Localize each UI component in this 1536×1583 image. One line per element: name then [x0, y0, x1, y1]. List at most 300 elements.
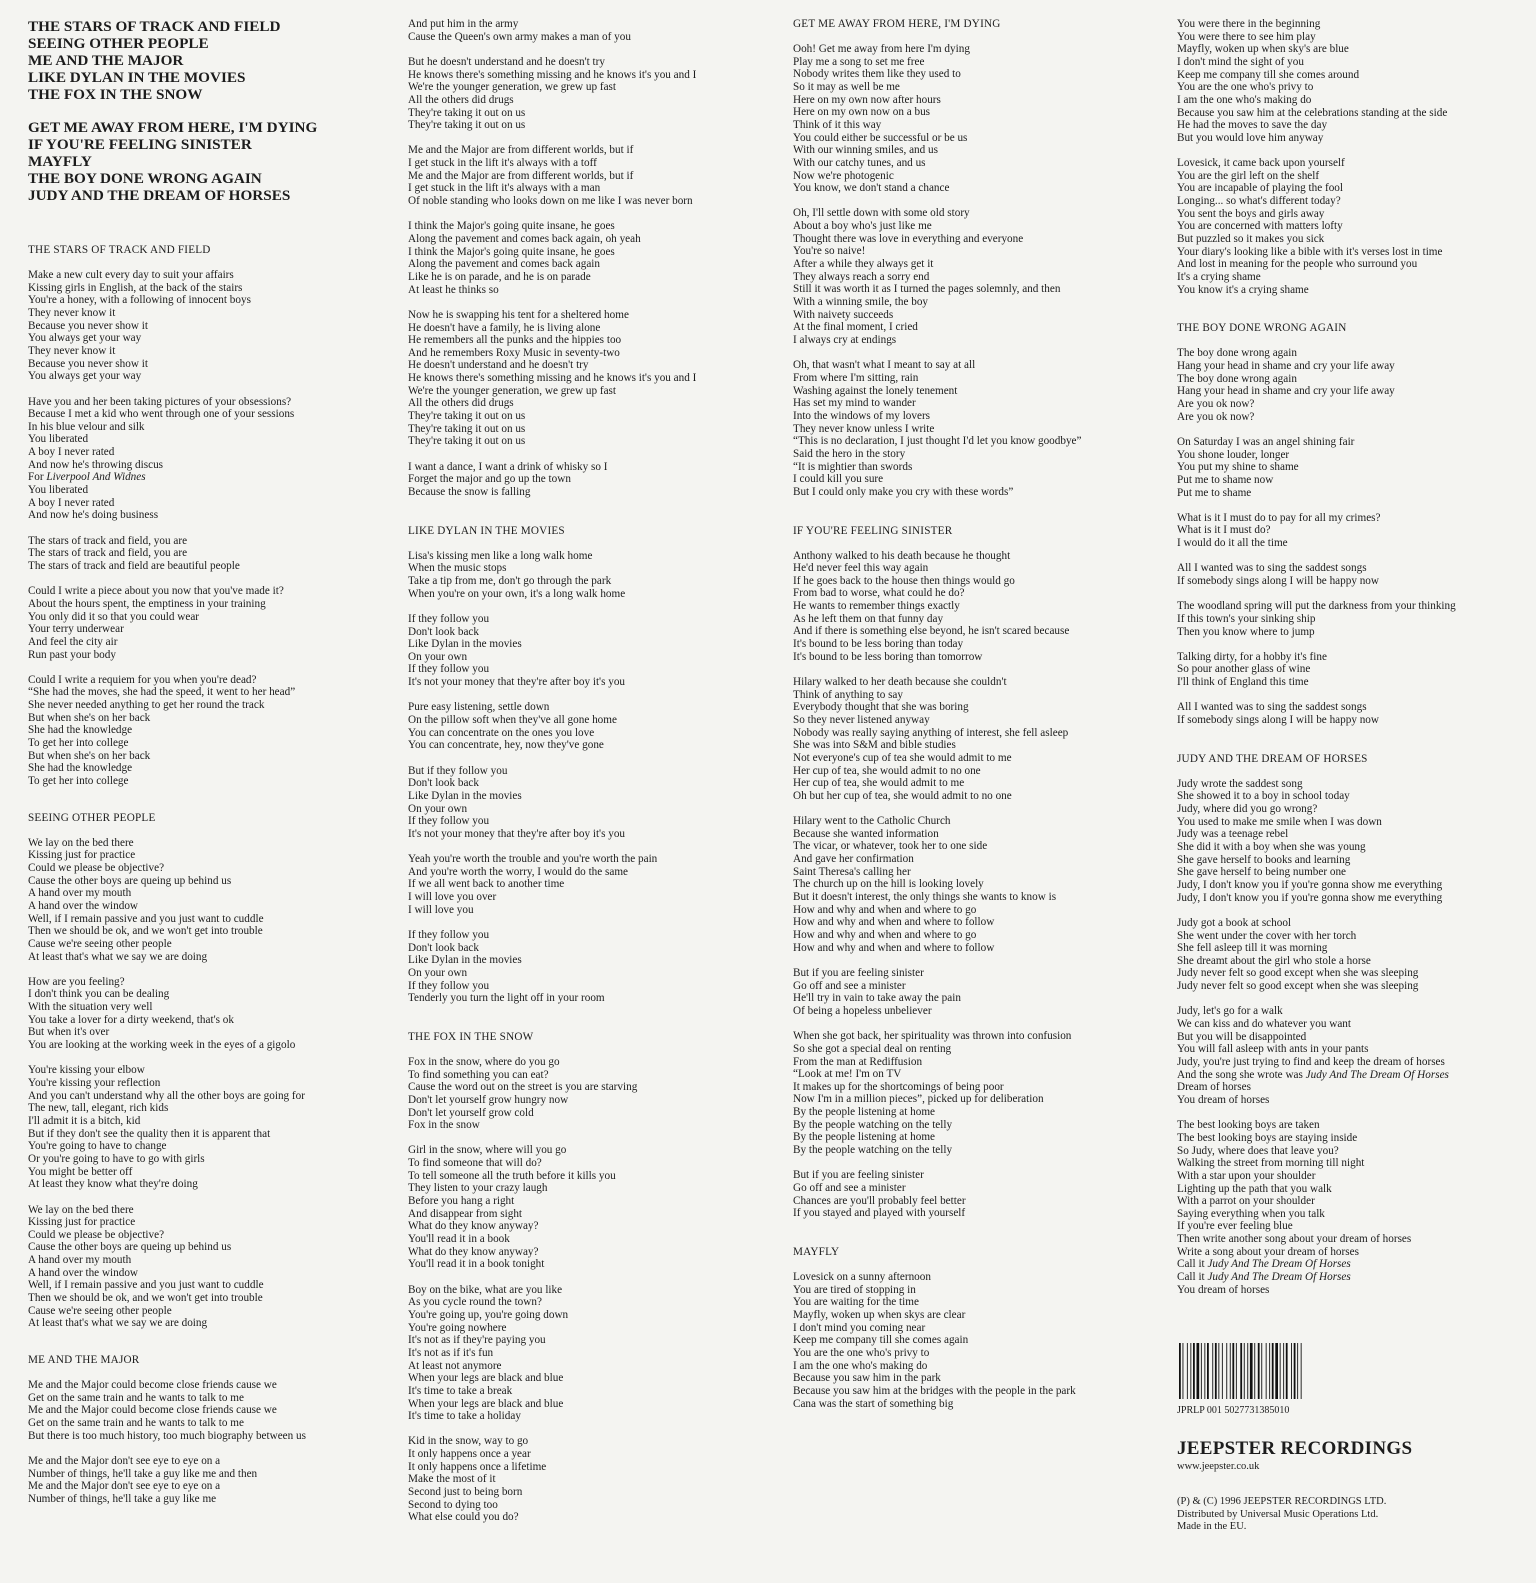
stanza: [408, 220, 696, 296]
lyric-line: Oh, that wasn't what I meant to say at all: [793, 359, 976, 372]
lyric-line: They never know unless I write: [793, 422, 935, 435]
lyric-line: I get stuck in the lift it's always with a toff: [408, 157, 597, 170]
stanza: [1177, 512, 1456, 550]
lyric-line: Number of things, he'll take a guy like me: [28, 1492, 217, 1505]
lyric-line: Washing against the lonely tenement: [793, 384, 958, 397]
stanza: [1177, 701, 1456, 726]
lyric-line: Me and the Major are from different worlds, but if: [408, 144, 634, 157]
lyric-line: Because you saw him in the park: [793, 1372, 941, 1385]
lyric-line: Along the pavement and comes back again, oh yeah: [408, 232, 641, 245]
lyric-line: The new, tall, elegant, rich kids: [28, 1102, 169, 1115]
lyric-line: Oh but her cup of tea, she would admit to no one: [793, 789, 1012, 802]
lyric-line: Hilary went to the Catholic Church: [793, 815, 951, 828]
song-lyrics: [408, 525, 696, 1005]
song-lyrics: [1177, 322, 1456, 726]
lyric-line: The best looking boys are taken: [1177, 1119, 1320, 1132]
lyric-line: Now I'm in a million pieces”, picked up for deliberation: [793, 1093, 1044, 1106]
lyric-line: If you're ever feeling blue: [1177, 1220, 1293, 1233]
lyric-line: Chances are you'll probably feel better: [793, 1194, 966, 1207]
lyric-line: You're kissing your elbow: [28, 1064, 145, 1077]
lyric-line: In his blue velour and silk: [28, 420, 145, 433]
lyric-line: Go off and see a minister: [793, 1182, 906, 1194]
song-title: ME AND THE MAJOR: [28, 1354, 140, 1367]
lyric-line: You are tired of stopping in: [793, 1283, 916, 1296]
lyric-line: Because you never show it: [28, 319, 148, 332]
lyric-line: A hand over the window: [28, 1266, 138, 1279]
lyric-line: If they follow you: [408, 979, 490, 992]
lyric-line: So she got a special deal on renting: [793, 1042, 952, 1055]
lyric-line: Dream of horses: [1177, 1081, 1251, 1094]
lyric-line: I get stuck in the lift it's always with a man: [408, 182, 601, 195]
stanza: [408, 550, 696, 601]
lyric-line: Judy never felt so good except when she was sleeping: [1177, 980, 1419, 993]
lyric-line: She went under the cover with her torch: [1177, 929, 1357, 942]
tracklist-side-b: [28, 119, 317, 204]
lyric-line: But I could only make you cry with these words”: [793, 485, 1014, 498]
lyric-line: You're kissing your reflection: [28, 1077, 161, 1089]
lyric-line: Still it was worth it as I turned the pages solemnly, and then: [793, 283, 1061, 296]
lyric-line: To find something you can eat?: [408, 1068, 549, 1081]
lyric-line: She fell asleep till it was morning: [1177, 942, 1328, 955]
lyric-line: Into the windows of my lovers: [793, 409, 931, 422]
lyric-line: What is it I must do to pay for all my crimes?: [1177, 511, 1381, 524]
lyric-line: Judy was a teenage rebel: [1177, 828, 1289, 841]
lyric-line: You're going nowhere: [408, 1321, 507, 1334]
stanza: [28, 837, 317, 964]
lyric-line: If somebody sings along I will be happy now: [1177, 714, 1379, 727]
stanza: [28, 269, 317, 383]
lyric-line: Kissing just for practice: [28, 849, 136, 862]
lyric-line: He doesn't understand and he doesn't try: [408, 359, 589, 372]
song-lyrics: [408, 18, 696, 499]
lyric-line: I don't mind the sight of you: [1177, 55, 1304, 68]
lyric-line: I don't think you can be dealing: [28, 988, 170, 1001]
lyric-line: The boy done wrong again: [1177, 372, 1297, 385]
stanza: [28, 1204, 317, 1331]
lyric-line: When your legs are black and blue: [408, 1397, 564, 1410]
lyric-line: And put him in the army: [408, 18, 519, 30]
lyric-line: Now he is swapping his tent for a sheltered home: [408, 308, 629, 321]
lyric-line: What do they know anyway?: [408, 1245, 539, 1258]
lyric-line: She never needed anything to get her round the track: [28, 699, 265, 712]
lyric-line: If somebody sings along I will be happy now: [1177, 575, 1379, 587]
catalog-number: JPRLP 001 5027731385010: [1177, 1405, 1290, 1416]
lyric-line: By the people listening at home: [793, 1106, 935, 1119]
lyric-line: Boy on the bike, what are you like: [408, 1283, 563, 1296]
lyric-line: We're the younger generation, we grew up fast: [408, 81, 617, 94]
lyric-line: Call it Judy And The Dream Of Horses: [1177, 1271, 1351, 1284]
track-title: THE STARS OF TRACK AND FIELD: [28, 18, 281, 35]
song-lyrics: [28, 1354, 317, 1506]
lyric-line: Like Dylan in the movies: [408, 954, 522, 967]
lyric-line: What else could you do?: [408, 1511, 519, 1524]
lyric-line: And now he's doing business: [28, 509, 159, 522]
stanza: [408, 1144, 696, 1271]
lyric-line: And feel the city air: [28, 635, 118, 648]
song-title: THE BOY DONE WRONG AGAIN: [1177, 322, 1347, 335]
song-title: LIKE DYLAN IN THE MOVIES: [408, 524, 565, 537]
song-title: MAYFLY: [793, 1245, 840, 1258]
lyric-line: Cause the word out on the street is you are starving: [408, 1081, 638, 1094]
lyric-line: So Judy, where does that leave you?: [1177, 1144, 1339, 1157]
lyric-line: You liberated: [28, 433, 89, 446]
lyric-line: All the others did drugs: [408, 93, 514, 106]
song-lyrics: [28, 244, 317, 788]
lyric-line: Judy, where did you go wrong?: [1177, 803, 1318, 815]
lyric-line: Judy wrote the saddest song: [1177, 777, 1303, 790]
lyric-line: When she got back, her spirituality was thrown into confusion: [793, 1030, 1072, 1043]
lyric-line: For Liverpool And Widnes: [28, 471, 146, 484]
lyric-line: “Look at me! I'm on TV: [793, 1068, 902, 1081]
lyric-line: How and why and when and where to follow: [793, 916, 995, 929]
lyric-line: He had the moves to save the day: [1177, 119, 1328, 132]
lyric-line: But you will be disappointed: [1177, 1030, 1307, 1043]
lyric-line: You take a lover for a dirty weekend, that's ok: [28, 1013, 234, 1026]
lyric-line: It's time to take a holiday: [408, 1410, 521, 1423]
lyric-line: I would do it all the time: [1177, 537, 1288, 550]
lyric-line: Saying everything when you talk: [1177, 1207, 1325, 1220]
lyric-line: By the people listening at home: [793, 1131, 935, 1144]
lyric-line: Because you saw him at the celebrations standing at the side: [1177, 106, 1448, 119]
lyric-line: Are you ok now?: [1177, 398, 1255, 410]
lyric-line: She gave herself to books and learning: [1177, 853, 1351, 866]
lyric-line: Don't let yourself grow cold: [408, 1106, 534, 1119]
lyric-line: At least he thinks so: [408, 283, 499, 296]
lyric-line: Keep me company till she comes around: [1177, 68, 1360, 81]
lyric-line: If this town's your sinking ship: [1177, 612, 1316, 625]
lyric-line: Walking the street from morning till night: [1177, 1157, 1365, 1170]
lyric-line: But if they don't see the quality then it is apparent that: [28, 1127, 271, 1140]
track-title: THE BOY DONE WRONG AGAIN: [28, 170, 262, 187]
lyric-line: Run past your body: [28, 648, 116, 661]
song-lyrics: [408, 1031, 696, 1524]
lyric-line: If they follow you: [408, 612, 490, 625]
lyric-line: At least they know what they're doing: [28, 1178, 198, 1191]
lyric-line: Go off and see a minister: [793, 979, 906, 992]
stanza: [1177, 347, 1456, 423]
lyric-line: Before you hang a right: [408, 1195, 515, 1208]
lyric-line: Second just to being born: [408, 1486, 523, 1499]
lyric-line: You liberated: [28, 484, 89, 497]
lyric-line: On the pillow soft when they've all gone home: [408, 714, 617, 727]
lyric-line: You're going up, you're going down: [408, 1308, 569, 1321]
lyric-line: As he left them on that funny day: [793, 612, 944, 625]
song-title: THE FOX IN THE SNOW: [408, 1030, 534, 1043]
lyric-line: But you would love him anyway: [1177, 131, 1324, 144]
lyric-line: It's not as if it's fun: [408, 1346, 494, 1359]
lyric-line: And gave her confirmation: [793, 853, 914, 866]
lyric-line: She had the knowledge: [28, 724, 133, 737]
lyric-line: Fox in the snow: [408, 1119, 480, 1132]
lyric-line: I will love you over: [408, 891, 497, 904]
lyric-line: All I wanted was to sing the saddest songs: [1177, 701, 1367, 714]
stanza: [1177, 157, 1456, 296]
stanza: [408, 613, 696, 689]
lyric-line: I could kill you sure: [793, 473, 884, 486]
lyric-line: Then we should be ok, and we won't get into trouble: [28, 1292, 263, 1305]
lyric-line: Saint Theresa's calling her: [793, 865, 911, 878]
lyric-line: Nobody was really saying anything of interest, she fell asleep: [793, 726, 1069, 739]
lyric-line: You dream of horses: [1177, 1093, 1270, 1106]
lyric-line: So it may as well be me: [793, 80, 900, 93]
lyric-line: To get her into college: [28, 737, 129, 750]
lyric-line: How are you feeling?: [28, 975, 125, 988]
stanza: [408, 309, 696, 448]
lyric-line: Like Dylan in the movies: [408, 638, 522, 651]
lyric-line: Lisa's kissing men like a long walk home: [408, 549, 593, 562]
lyric-line: It's a crying shame: [1177, 271, 1261, 284]
lyric-line: And you're worth the worry, I would do the same: [408, 865, 629, 878]
stanza: [408, 18, 696, 43]
stanza: [28, 1379, 317, 1442]
lyric-line: How and why and when and where to go: [793, 903, 977, 916]
lyric-line: Her cup of tea, she would admit to me: [793, 777, 965, 790]
lyric-line: From where I'm sitting, rain: [793, 371, 919, 384]
lyric-line: Everybody thought that she was boring: [793, 701, 969, 714]
lyric-line: I want a dance, I want a drink of whisky so I: [408, 460, 608, 473]
lyric-line: On your own: [408, 650, 468, 663]
lyric-line: Said the hero in the story: [793, 447, 906, 460]
lyric-line: You're a honey, with a following of innocent boys: [28, 294, 251, 307]
song-title: IF YOU'RE FEELING SINISTER: [793, 524, 953, 537]
lyric-line: With a winning smile, the boy: [793, 296, 929, 309]
lyric-line: A boy I never rated: [28, 496, 115, 509]
lyric-line: Think of anything to say: [793, 688, 903, 701]
lyric-line: “It is mightier than swords: [793, 460, 913, 473]
lyric-line: Second to dying too: [408, 1498, 498, 1511]
lyric-line: Cause the other boys are queing up behind us: [28, 874, 232, 887]
lyric-line: At the final moment, I cried: [793, 321, 918, 334]
lyric-line: I think the Major's going quite insane, he goes: [408, 245, 615, 258]
lyric-line: Me and the Major could become close friends cause we: [28, 1379, 277, 1392]
lyric-line: I don't mind you coming near: [793, 1321, 926, 1334]
tracklist-side-a: [28, 18, 317, 103]
lyric-line: He doesn't have a family, he is living alone: [408, 321, 601, 334]
lyric-line: At least not anymore: [408, 1359, 502, 1372]
lyric-line: You know, we don't stand a chance: [793, 182, 950, 195]
lyric-line: If we all went back to another time: [408, 878, 565, 891]
lyric-line: Have you and her been taking pictures of your obsessions?: [28, 395, 292, 408]
lyric-line: Fox in the snow, where do you go: [408, 1055, 560, 1068]
lyric-line: You are incapable of playing the fool: [1177, 182, 1344, 195]
stanza: [1177, 436, 1456, 499]
lyric-line: You always get your way: [28, 332, 142, 345]
lyric-line: Are you ok now?: [1177, 410, 1255, 423]
lyric-line: Nobody writes them like they used to: [793, 68, 961, 81]
lyric-line: Because the snow is falling: [408, 485, 531, 498]
lyric-line: With naivety succeeds: [793, 308, 894, 321]
stanza: [793, 550, 1082, 664]
lyric-line: You are waiting for the time: [793, 1296, 919, 1309]
lyric-line: And if there is something else beyond, he isn't scared because: [793, 625, 1070, 638]
lyric-line: And you can't understand why all the other boys are going for: [28, 1089, 305, 1102]
lyric-line: Of noble standing who looks down on me like I was never born: [408, 195, 693, 208]
stanza: [408, 56, 696, 132]
stanza: [793, 1030, 1082, 1157]
stanza: [793, 1271, 1082, 1410]
lyric-line: Cause we're seeing other people: [28, 1304, 172, 1317]
stanza: [793, 207, 1082, 346]
lyric-line: She had the knowledge: [28, 762, 133, 775]
barcode: [1177, 1343, 1307, 1399]
lyric-line: It's bound to be less boring than tomorrow: [793, 650, 983, 663]
lyric-line: It only happens once a lifetime: [408, 1460, 547, 1473]
lyric-line: All I wanted was to sing the saddest songs: [1177, 562, 1367, 575]
stanza: [408, 144, 696, 207]
lyric-line: And lost in meaning for the people who surround you: [1177, 258, 1418, 271]
lyric-line: Lovesick on a sunny afternoon: [793, 1270, 931, 1283]
lyric-line: Judy never felt so good except when she was sleeping: [1177, 967, 1419, 980]
stanza: [408, 929, 696, 1005]
lyric-line: They never know it: [28, 344, 116, 357]
stanza: [793, 1169, 1082, 1220]
lyric-line: Make a new cult every day to suit your affairs: [28, 269, 234, 281]
lyric-line: By the people watching on the telly: [793, 1144, 953, 1157]
lyric-line: You are looking at the working week in the eyes of a gigolo: [28, 1039, 296, 1052]
song-title: THE STARS OF TRACK AND FIELD: [28, 244, 211, 256]
lyric-line: Me and the Major are from different worlds, but if: [408, 169, 634, 182]
lyric-line: But there is too much history, too much biography between us: [28, 1429, 306, 1442]
credit-line: Distributed by Universal Music Operations Ltd.: [1177, 1508, 1379, 1520]
lyric-line: He'll try in vain to take away the pain: [793, 992, 961, 1005]
lyric-line: Not everyone's cup of tea she would admit to me: [793, 751, 1012, 764]
lyric-line: Call it Judy And The Dream Of Horses: [1177, 1258, 1351, 1271]
lyric-line: Take a tip from me, don't go through the park: [408, 574, 612, 587]
lyric-line: Yeah you're worth the trouble and you're worth the pain: [408, 853, 658, 866]
lyric-line: Don't look back: [408, 941, 479, 954]
lyric-line: A hand over my mouth: [28, 887, 132, 900]
lyric-line: To tell someone all the truth before it kills you: [408, 1169, 616, 1182]
lyric-line: When the music stops: [408, 562, 507, 575]
lyric-line: You always get your way: [28, 370, 142, 383]
lyric-line: I will love you: [408, 903, 474, 916]
stanza: [1177, 917, 1456, 993]
lyric-line: Think of it this way: [793, 118, 882, 131]
lyric-line: Could I write a piece about you now that you've made it?: [28, 585, 284, 598]
copyright-credits: [1177, 1496, 1456, 1534]
lyric-line: But when she's on her back: [28, 711, 151, 724]
lyric-line: But if they follow you: [408, 764, 508, 777]
lyric-line: Like he is on parade, and he is on parade: [408, 270, 591, 283]
lyric-line: You only did it so that you could wear: [28, 610, 200, 623]
lyric-line: You will fall asleep with ants in your pants: [1177, 1043, 1369, 1056]
lyric-line: I am the one who's making do: [793, 1359, 928, 1372]
lyric-line: I'll admit it is a bitch, kid: [28, 1114, 141, 1127]
lyric-line: At least that's what we say we are doing: [28, 950, 208, 963]
stanza: [28, 585, 317, 661]
lyric-line: How and why and when and where to follow: [793, 941, 995, 954]
lyric-line: And disappear from sight: [408, 1207, 523, 1220]
record-label-name: JEEPSTER RECORDINGS: [1177, 1438, 1413, 1459]
lyric-line: Cause the Queen's own army makes a man of you: [408, 30, 631, 43]
lyric-line: When you're on your own, it's a long walk home: [408, 587, 626, 600]
lyric-line: It only happens once a year: [408, 1448, 531, 1461]
stanza: [1177, 651, 1456, 689]
stanza: [28, 535, 317, 573]
lyric-line: Like Dylan in the movies: [408, 789, 522, 802]
lyric-line: You are the girl left on the shelf: [1177, 169, 1320, 182]
lyric-line: But when she's on her back: [28, 749, 151, 762]
lyric-line: They're taking it out on us: [408, 422, 526, 435]
song-title: GET ME AWAY FROM HERE, I'M DYING: [793, 18, 1001, 30]
lyric-line: Longing... so what's different today?: [1177, 195, 1341, 208]
lyric-line: They never know it: [28, 306, 116, 319]
lyric-line: I think the Major's going quite insane, he goes: [408, 220, 615, 233]
lyric-line: It's time to take a break: [408, 1384, 513, 1397]
lyric-line: Well, if I remain passive and you just want to cuddle: [28, 1279, 264, 1292]
lyric-line: You used to make me smile when I was down: [1177, 815, 1382, 828]
lyric-line: You put my shine to shame: [1177, 461, 1299, 474]
stanza: [408, 1056, 696, 1132]
lyric-line: Because I met a kid who went through one of your sessions: [28, 408, 295, 421]
lyric-line: As you cycle round the town?: [408, 1296, 542, 1309]
stanza: [1177, 1005, 1456, 1106]
stanza: [793, 43, 1082, 195]
stanza: [28, 1064, 317, 1191]
lyric-line: Your terry underwear: [28, 623, 124, 636]
lyric-line: If he goes back to the house then things would go: [793, 574, 1015, 587]
credit-line: (P) & (C) 1996 JEEPSTER RECORDINGS LTD.: [1177, 1496, 1387, 1507]
stanza: [28, 396, 317, 523]
lyric-line: Of being a hopeless unbeliever: [793, 1004, 932, 1017]
lyric-line: So pour another glass of wine: [1177, 663, 1311, 676]
lyric-line: How and why and when and where to go: [793, 929, 977, 942]
lyric-line: But if you are feeling sinister: [793, 1169, 924, 1182]
lyric-line: Judy, you're just trying to find and keep the dream of horses: [1177, 1056, 1445, 1068]
lyric-line: If you stayed and played with yourself: [793, 1207, 966, 1220]
lyric-line: The woodland spring will put the darkness from your thinking: [1177, 600, 1456, 613]
lyric-line: Play me a song to set me free: [793, 55, 925, 68]
lyric-line: Lighting up the path that you walk: [1177, 1182, 1332, 1195]
lyric-line: We lay on the bed there: [28, 1203, 134, 1216]
lyric-line: Don't let yourself grow hungry now: [408, 1093, 569, 1106]
lyric-line: It makes up for the shortcomings of being poor: [793, 1080, 1004, 1093]
track-title: GET ME AWAY FROM HERE, I'M DYING: [28, 119, 318, 136]
lyric-line: From the man at Rediffusion: [793, 1055, 923, 1068]
lyric-line: “This is no declaration, I just thought I'd let you know goodbye”: [793, 435, 1082, 448]
stanza: [408, 461, 696, 499]
lyric-line: You're so naive!: [793, 245, 866, 258]
lyric-line: Now we're photogenic: [793, 169, 894, 182]
lyric-line: You shone louder, longer: [1177, 448, 1290, 461]
track-title: IF YOU'RE FEELING SINISTER: [28, 136, 252, 153]
lyric-line: You'll read it in a book: [408, 1233, 510, 1246]
label-footer: [1177, 1309, 1456, 1534]
lyric-line: Make the most of it: [408, 1473, 496, 1486]
lyric-line: What do they know anyway?: [408, 1220, 539, 1233]
lyric-line: You are concerned with matters lofty: [1177, 220, 1343, 233]
song-lyrics: [793, 18, 1082, 499]
column-1: [28, 18, 317, 1518]
lyric-line: Judy got a book at school: [1177, 916, 1292, 929]
stanza: [408, 765, 696, 841]
lyric-line: It's not your money that they're after boy it's you: [408, 676, 626, 689]
column-3: [793, 18, 1082, 1423]
lyric-line: Then we should be ok, and we won't get into trouble: [28, 925, 263, 938]
lyric-line: Oh, I'll settle down with some old story: [793, 207, 970, 220]
lyric-line: Because you saw him at the bridges with the people in the park: [793, 1384, 1076, 1397]
lyric-line: She dreamt about the girl who stole a horse: [1177, 954, 1371, 967]
stanza: [1177, 778, 1456, 905]
lyric-line: You are the one who's privy to: [793, 1346, 930, 1359]
track-title: LIKE DYLAN IN THE MOVIES: [28, 69, 246, 86]
lyric-line: You know it's a crying shame: [1177, 283, 1309, 296]
column-2: [408, 18, 696, 1537]
track-title: SEEING OTHER PEOPLE: [28, 35, 209, 52]
lyric-line: It's not your money that they're after boy it's you: [408, 827, 626, 840]
lyric-line: “She had the moves, she had the speed, it went to her head”: [28, 686, 296, 699]
song-title: SEEING OTHER PEOPLE: [28, 811, 156, 824]
